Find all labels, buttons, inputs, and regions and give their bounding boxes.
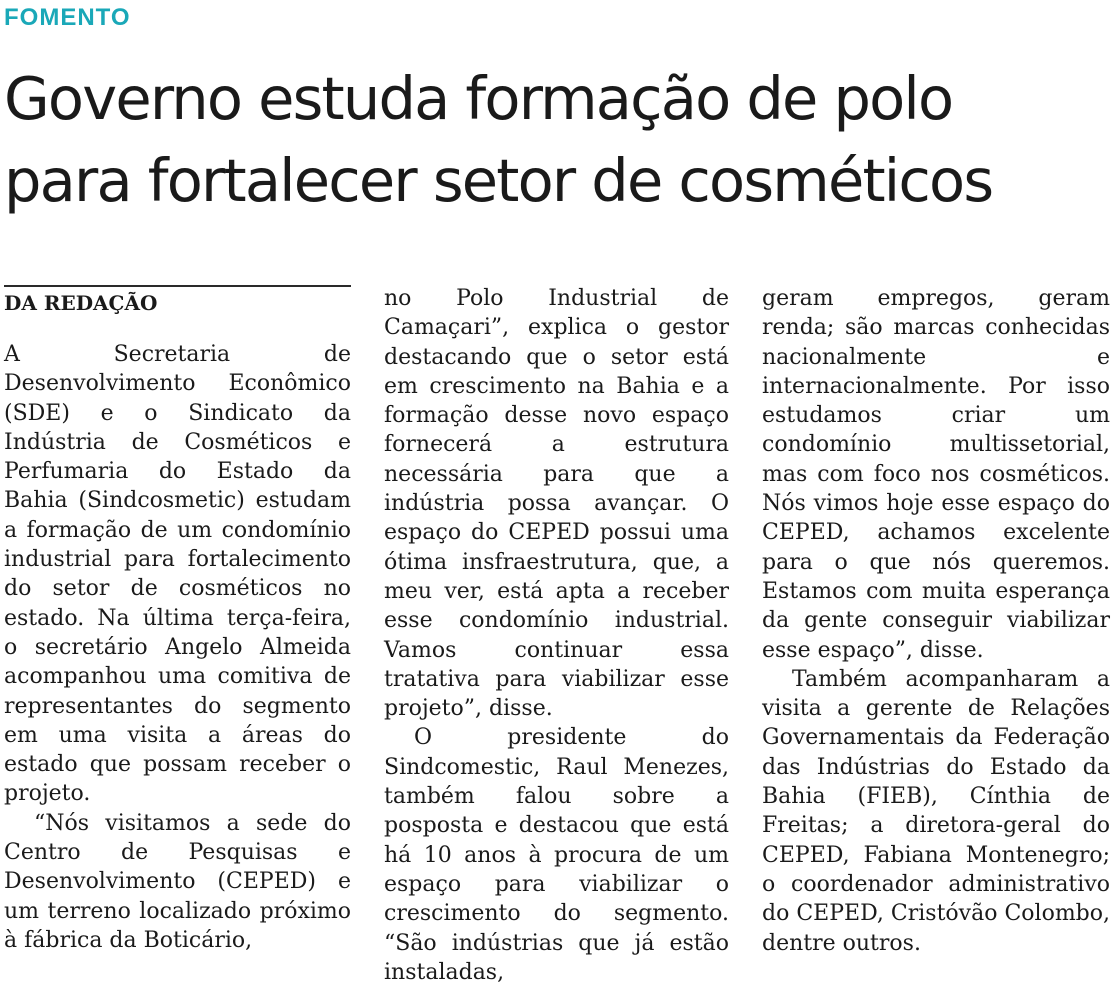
article-column-3: [762, 284, 1110, 958]
paragraph: “Nós visitamos a sede do Centro de Pesquisas e Desenvolvimento (CEPED) e um terreno localizado próximo à fábrica da Boticário,: [4, 810, 351, 953]
headline-line-1: Governo estuda formação de polo: [4, 64, 953, 133]
paragraph: Também acompanharam a visita a gerente de Relações Governamentais da Federação das Indústrias do Estado da Bahia (FIEB), Cínthia de Freitas; a diretora-geral do CEPED, Fabiana Montenegro; o coordenador administrativo do CEPED, Cristóvão Colombo, dentre outros.: [762, 666, 1111, 956]
article-column-1: [4, 284, 351, 955]
paragraph: O presidente do Sindcomestic, Raul Menezes, também falou sobre a posposta e destacou que está há 10 anos à procura de um espaço para viabilizar o crescimento do segmento. “São indústrias que já estão instaladas,: [384, 725, 729, 985]
paragraph: geram empregos, geram renda; são marcas conhecidas nacionalmente e internacionalmente. Por isso estudamos criar um condomínio multissetorial, mas com foco nos cosméticos. Nós vimos hoje esse espaço do CEPED, achamos excelente para o que nós queremos. Estamos com muita esperança da gente conseguir viabilizar esse espaço”, disse.: [762, 286, 1110, 663]
section-label: FOMENTO: [4, 4, 131, 31]
headline: [4, 58, 1114, 222]
headline-line-2: para fortalecer setor de cosméticos: [4, 146, 993, 215]
paragraph: no Polo Industrial de Camaçari”, explica o gestor destacando que o setor está em crescimento na Bahia e a formação desse novo espaço fornecerá a estrutura necessária para que a indústria possa avançar. O espaço do CEPED possui uma ótima insfraestrutura, que, a meu ver, está apta a receber esse condomínio industrial. Vamos continuar essa tratativa para viabilizar esse projeto”, disse.: [384, 286, 729, 722]
article-column-2: [384, 284, 729, 987]
byline: DA REDAÇÃO: [4, 291, 158, 315]
paragraph: A Secretaria de Desenvolvimento Econômico (SDE) e o Sindicato da Indústria de Cosméticos e Perfumaria do Estado da Bahia (Sindcosmetic) estudam a formação de um condomínio industrial para fortalecimento do setor de cosméticos no estado. Na última terça-feira, o secretário Angelo Almeida acompanhou uma comitiva de representantes do segmento em uma visita a áreas do estado que possam receber o projeto.: [4, 342, 351, 807]
